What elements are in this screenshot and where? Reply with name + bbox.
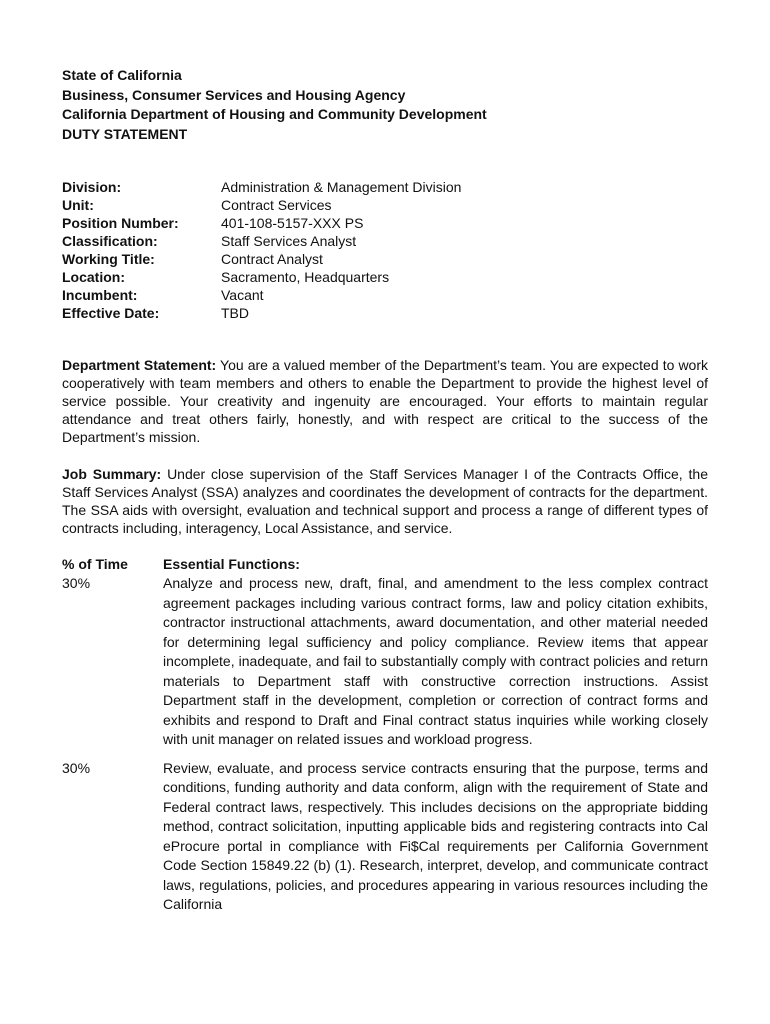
info-label: Working Title: <box>62 251 155 267</box>
info-row-division <box>62 178 708 196</box>
info-label: Position Number: <box>62 215 179 231</box>
functions-header <box>62 555 708 574</box>
info-value: Staff Services Analyst <box>221 233 357 249</box>
job-summary-text: Under close supervision of the Staff Services Manager I of the Contracts Office, the Staff Services Analyst (SSA) analyzes and coordinates the development of contracts for the department. The SSA aids with oversight, evaluation and technical support and process a range of different types of contracts including, interagency, Local Assistance, and service. <box>62 466 708 536</box>
info-value: Contract Services <box>221 197 332 213</box>
function-percent: 30% <box>62 575 91 591</box>
functions-column-heading: Essential Functions: <box>163 556 300 572</box>
function-item <box>62 759 708 915</box>
function-text: Analyze and process new, draft, final, and amendment to the less complex contract agreement packages including various contract forms, law and policy citation exhibits, contractor instructional attachments, award documentation, and other material needed for determining legal sufficiency and policy compliance. Review items that appear incomplete, inadequate, and fail to substantially comply with contract policies and return materials to Department staff with constructive correction instructions. Assist Department staff in the development, completion or correction of contract forms and exhibits and respond to Draft and Final contract status inquiries while working closely with unit manager on related issues and workload progress. <box>163 575 708 747</box>
info-value: TBD <box>221 305 249 321</box>
percent-column-heading: % of Time <box>62 556 128 572</box>
info-label: Location: <box>62 269 125 285</box>
job-summary-label: Job Summary: <box>62 466 162 482</box>
duty-statement-document <box>62 66 708 915</box>
info-label: Incumbent: <box>62 287 138 303</box>
info-value: Contract Analyst <box>221 251 323 267</box>
info-row-incumbent <box>62 286 708 304</box>
header-agency: Business, Consumer Services and Housing Agency <box>62 86 406 103</box>
header-department: California Department of Housing and Community Development <box>62 106 487 122</box>
function-item <box>62 574 708 750</box>
info-label: Unit: <box>62 197 94 213</box>
info-value: Sacramento, Headquarters <box>221 269 390 285</box>
header-title: DUTY STATEMENT <box>62 125 188 142</box>
info-row-location <box>62 268 708 286</box>
info-value: Vacant <box>221 287 264 303</box>
info-row-classification <box>62 232 708 250</box>
info-row-working-title <box>62 250 708 268</box>
position-info-table <box>62 178 708 322</box>
department-statement <box>62 356 708 446</box>
function-text: Review, evaluate, and process service contracts ensuring that the purpose, terms and conditions, funding authority and data conform, align with the requirement of State and Federal contract laws, respectively. This includes decisions on the appropriate bidding method, contract solicitation, inputting applicable bids and registering contracts into Cal eProcure portal in compliance with Fi$Cal requirements per California Government Code Section 15849.22 (b) (1). Research, interpret, develop, and communicate contract laws, regulations, policies, and procedures appearing in various resources including the California <box>163 759 708 912</box>
department-statement-label: Department Statement: <box>62 357 217 373</box>
info-value: 401-108-5157-XXX PS <box>221 215 364 231</box>
job-summary <box>62 465 708 537</box>
function-percent: 30% <box>62 759 91 776</box>
info-label: Division: <box>62 179 122 195</box>
department-statement-text: You are a valued member of the Department’s team. You are expected to work cooperatively with team members and others to enable the Department to provide the highest level of service possible. Your creativity and ingenuity are encouraged. Your efforts to maintain regular attendance and treat others fairly, honestly, and with respect are critical to the success of the Department’s mission. <box>62 357 709 445</box>
info-row-unit <box>62 196 708 214</box>
header-state: State of California <box>62 67 182 83</box>
document-header <box>62 66 708 144</box>
info-row-position-number <box>62 214 708 232</box>
info-value: Administration & Management Division <box>221 179 462 195</box>
info-label: Classification: <box>62 233 158 249</box>
info-label: Effective Date: <box>62 305 160 321</box>
info-row-effective-date <box>62 304 708 322</box>
